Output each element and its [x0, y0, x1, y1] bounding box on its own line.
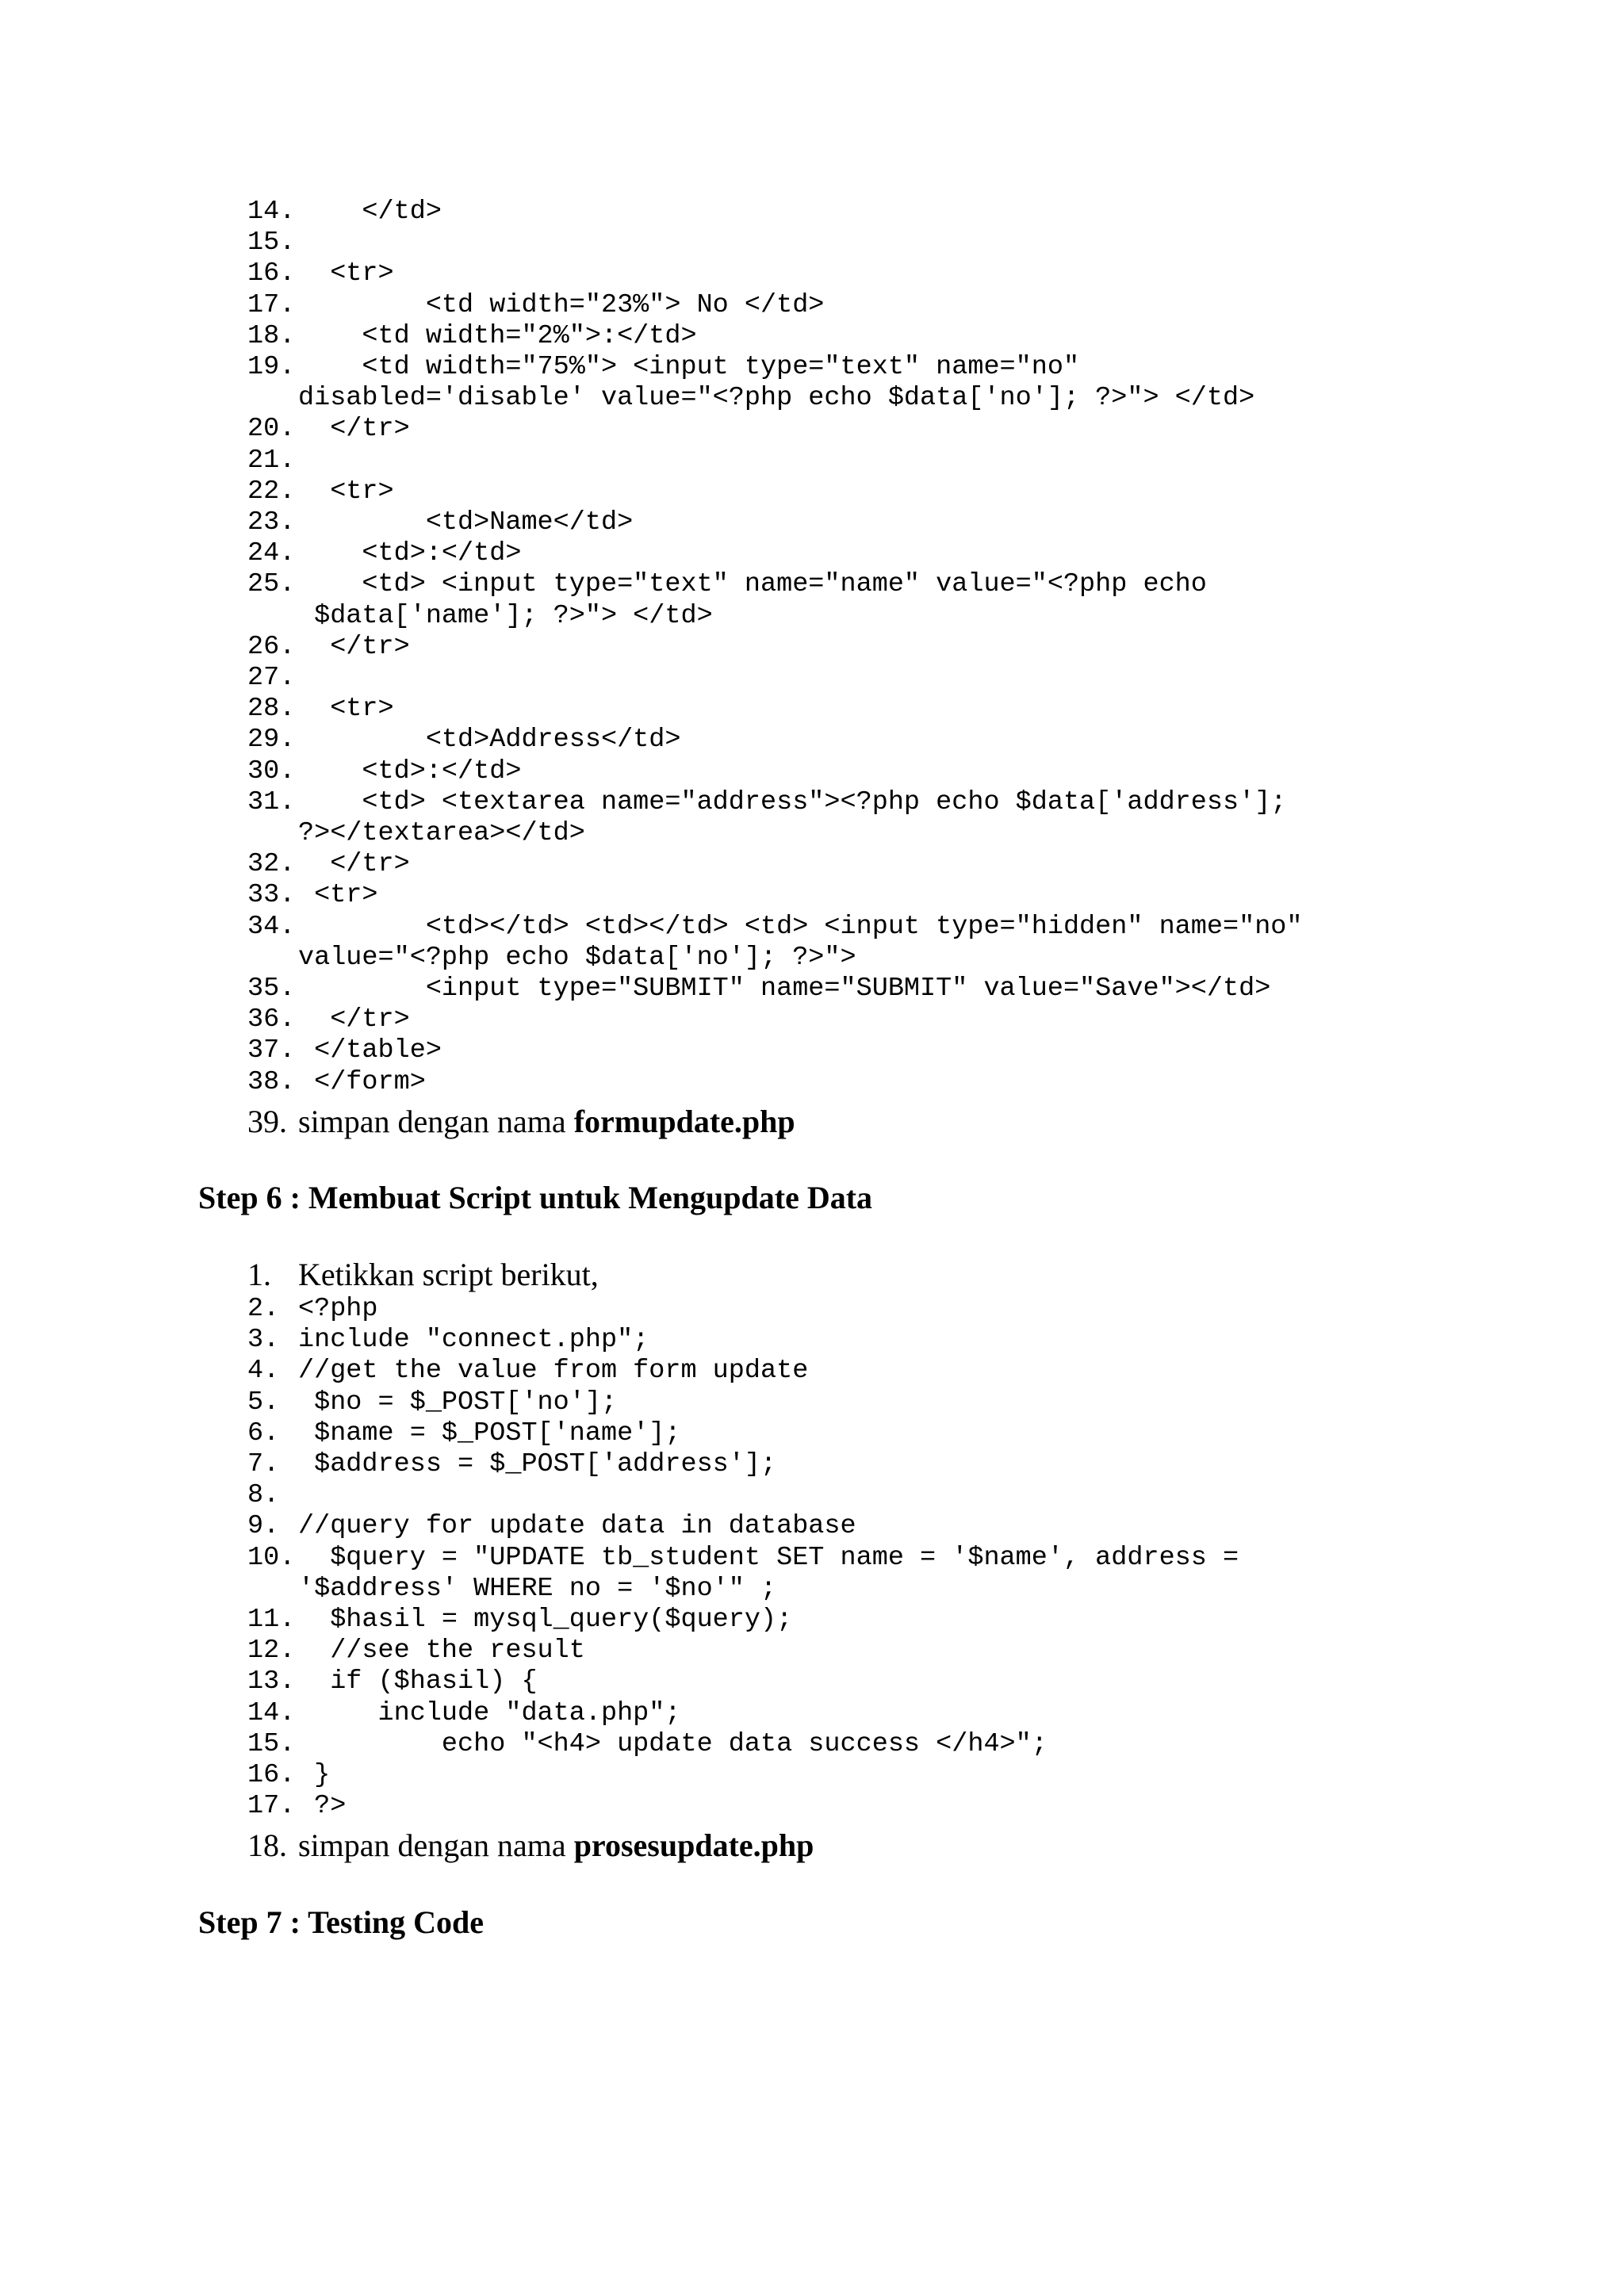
line-number: 3.: [247, 1325, 280, 1356]
code-text: </form>: [298, 1066, 426, 1097]
code-text: <tr>: [298, 880, 378, 911]
code-text: <input type="SUBMIT" name="SUBMIT" value="Save"></td>: [298, 974, 1271, 1004]
line-number: 22.: [247, 476, 296, 507]
line-number: 25.: [247, 569, 296, 600]
code-text: value="<?php echo $data['no']; ?>">: [298, 942, 856, 973]
line-number: 30.: [247, 756, 296, 786]
line-number: 28.: [247, 694, 296, 725]
step6-heading: Step 6 : Membuat Script untuk Mengupdate Data: [198, 1180, 873, 1215]
code-text: </table>: [298, 1035, 442, 1066]
line-number: 5.: [247, 1387, 280, 1418]
line-number: 23.: [247, 507, 296, 538]
code-text: <td width="23%"> No </td>: [298, 289, 825, 320]
code-text: <tr>: [298, 694, 394, 725]
line-number: 11.: [247, 1605, 296, 1635]
line-number: 18.: [247, 320, 296, 351]
line-number: 21.: [247, 445, 296, 476]
line-number: 24.: [247, 538, 296, 569]
code-text: <td>Address</td>: [298, 725, 681, 756]
line-number: 27.: [247, 663, 296, 693]
intro-text: Ketikkan script berikut,: [298, 1257, 599, 1292]
line-number: 33.: [247, 880, 296, 911]
code-text: ?></textarea></td>: [298, 818, 585, 848]
code-text: </td>: [298, 197, 442, 227]
code-text: $no = $_POST['no'];: [298, 1387, 618, 1418]
line-number: 14.: [247, 1697, 296, 1728]
code-text: </tr>: [298, 849, 410, 880]
code-text: <td> <input type="text" name="name" value="<?php echo: [298, 569, 1207, 600]
code-text: </tr>: [298, 631, 410, 662]
code-text: <tr>: [298, 258, 394, 289]
line-number: 29.: [247, 725, 296, 756]
code-text: '$address' WHERE no = '$no'" ;: [298, 1573, 777, 1604]
line-number: 17.: [247, 289, 296, 320]
code-text: include "data.php";: [298, 1697, 681, 1728]
line-number: 38.: [247, 1066, 296, 1097]
save-filename: formupdate.php: [573, 1104, 795, 1139]
code-text: </tr>: [298, 414, 410, 445]
line-number: 26.: [247, 631, 296, 662]
line-number: 8.: [247, 1480, 280, 1511]
code-text: //query for update data in database: [298, 1511, 856, 1542]
line-number: 37.: [247, 1035, 296, 1066]
code-text: <tr>: [298, 476, 394, 507]
line-number: 14.: [247, 197, 296, 227]
code-text: <td> <textarea name="address"><?php echo $data['address'];: [298, 786, 1287, 817]
code-text: <td width="2%">:</td>: [298, 320, 697, 351]
code-text: <td width="75%"> <input type="text" name="no": [298, 352, 1080, 382]
line-number: 35.: [247, 974, 296, 1004]
code-text: $hasil = mysql_query($query);: [298, 1605, 793, 1635]
line-number: 31.: [247, 786, 296, 817]
list-number: 18.: [247, 1827, 287, 1863]
code-text: }: [298, 1760, 331, 1790]
line-number: 36.: [247, 1004, 296, 1035]
line-number: 15.: [247, 228, 296, 258]
code-text: <td>:</td>: [298, 756, 522, 786]
code-text: <?php: [298, 1294, 378, 1324]
code-text: <td>Name</td>: [298, 507, 634, 538]
line-number: 34.: [247, 911, 296, 942]
code-text: </tr>: [298, 1004, 410, 1035]
line-number: 13.: [247, 1667, 296, 1697]
step7-heading: Step 7 : Testing Code: [198, 1904, 485, 1940]
line-number: 12.: [247, 1636, 296, 1667]
line-number: 6.: [247, 1418, 280, 1448]
line-number: 15.: [247, 1728, 296, 1759]
line-number: 32.: [247, 849, 296, 880]
line-number: 17.: [247, 1791, 296, 1822]
code-text: $address = $_POST['address'];: [298, 1449, 777, 1479]
code-text: echo "<h4> update data success </h4>";: [298, 1728, 1048, 1759]
line-number: 7.: [247, 1449, 280, 1479]
code-text: //see the result: [298, 1636, 585, 1667]
line-number: 4.: [247, 1356, 280, 1387]
line-number: 20.: [247, 414, 296, 445]
line-number: 19.: [247, 352, 296, 382]
save-instruction: simpan dengan nama: [298, 1827, 574, 1863]
list-number: 39.: [247, 1104, 287, 1139]
save-instruction: simpan dengan nama: [298, 1104, 574, 1139]
code-text: include "connect.php";: [298, 1325, 649, 1356]
code-text: disabled='disable' value="<?php echo $data['no']; ?>"> </td>: [298, 383, 1255, 414]
code-text: $query = "UPDATE tb_student SET name = '$name', address =: [298, 1542, 1239, 1573]
line-number: 10.: [247, 1542, 296, 1573]
line-number: 9.: [247, 1511, 280, 1542]
code-text: ?>: [298, 1791, 347, 1822]
line-number: 16.: [247, 258, 296, 289]
code-text: $name = $_POST['name'];: [298, 1418, 681, 1448]
code-text: if ($hasil) {: [298, 1667, 538, 1697]
line-number: 16.: [247, 1760, 296, 1790]
save-filename: prosesupdate.php: [573, 1827, 814, 1863]
code-text: <td></td> <td></td> <td> <input type="hidden" name="no": [298, 911, 1303, 942]
line-number: 2.: [247, 1294, 280, 1324]
code-text: //get the value from form update: [298, 1356, 809, 1387]
code-text: $data['name']; ?>"> </td>: [298, 600, 713, 631]
code-text: <td>:</td>: [298, 538, 522, 569]
list-number: 1.: [247, 1257, 271, 1292]
